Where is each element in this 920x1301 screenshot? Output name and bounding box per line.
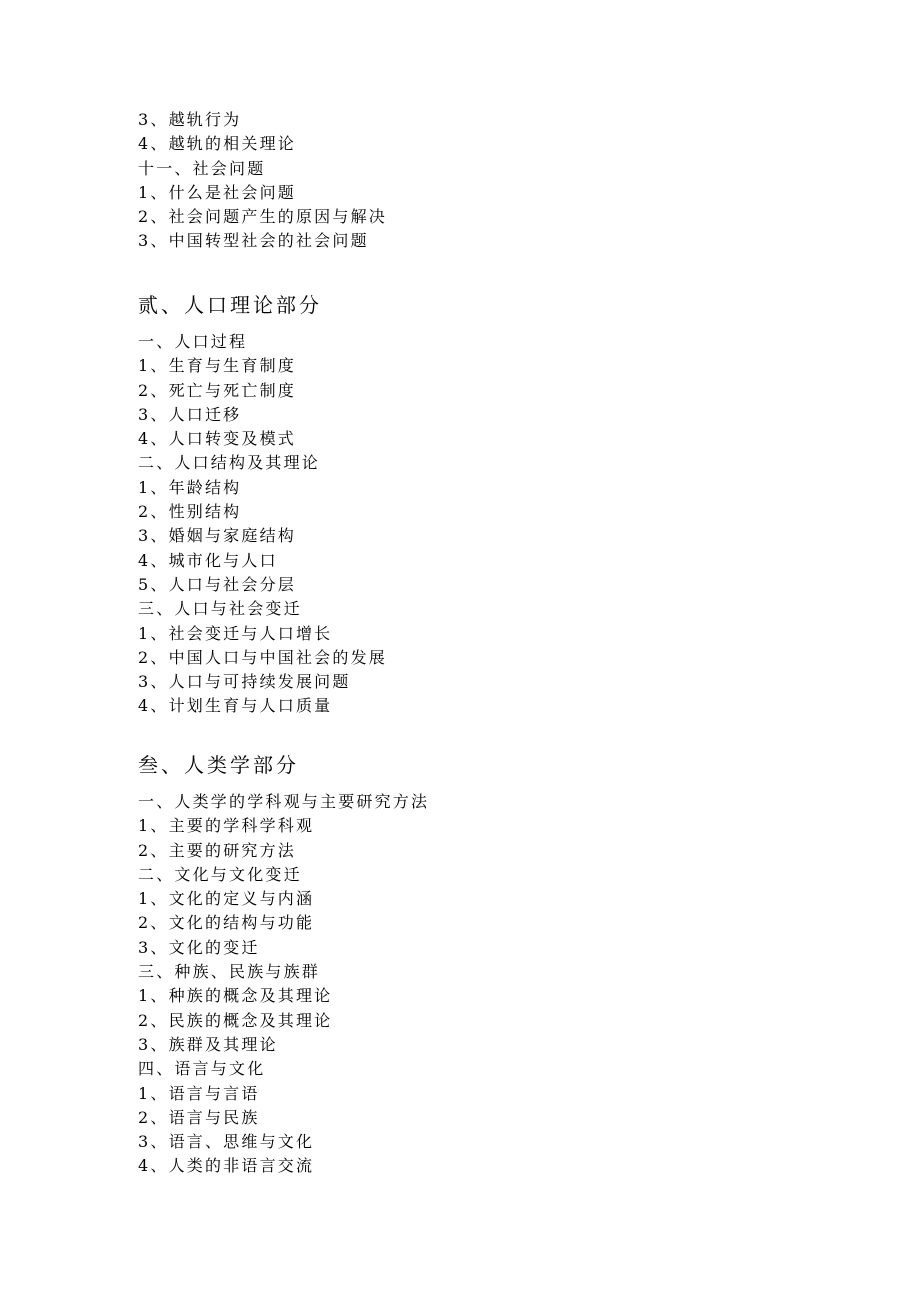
outline-line: 2、语言与民族 — [138, 1107, 260, 1127]
outline-heading: 三、人口与社会变迁 — [138, 599, 302, 619]
outline-line: 1、社会变迁与人口增长 — [138, 623, 333, 643]
outline-line: 1、年龄结构 — [138, 477, 242, 497]
outline-line: 4、人类的非语言交流 — [138, 1156, 315, 1176]
outline-line: 1、主要的学科学科观 — [138, 816, 315, 836]
outline-line: 3、族群及其理论 — [138, 1034, 278, 1054]
outline-line: 4、越轨的相关理论 — [138, 134, 296, 154]
outline-line: 5、人口与社会分层 — [138, 574, 296, 594]
outline-line: 1、什么是社会问题 — [138, 182, 296, 202]
outline-line: 2、性别结构 — [138, 502, 242, 522]
outline-line: 4、计划生育与人口质量 — [138, 696, 333, 716]
outline-line: 1、生育与生育制度 — [138, 356, 296, 376]
outline-line: 2、主要的研究方法 — [138, 840, 296, 860]
outline-line: 4、城市化与人口 — [138, 550, 278, 570]
outline-heading: 一、人类学的学科观与主要研究方法 — [138, 792, 430, 811]
section-title-anthropology: 叁、人类学部分 — [138, 753, 299, 777]
outline-line: 2、中国人口与中国社会的发展 — [138, 647, 387, 667]
outline-line: 3、人口与可持续发展问题 — [138, 672, 351, 692]
outline-line: 2、死亡与死亡制度 — [138, 380, 296, 400]
outline-line: 3、文化的变迁 — [138, 937, 260, 957]
outline-block-population — [138, 330, 387, 719]
outline-line: 3、语言、思维与文化 — [138, 1132, 315, 1152]
section-title-population: 贰、人口理论部分 — [138, 293, 322, 317]
outline-heading: 三、种族、民族与族群 — [138, 962, 321, 982]
outline-line: 1、文化的定义与内涵 — [138, 889, 315, 909]
outline-block-social-issues — [138, 108, 387, 254]
outline-heading: 四、语言与文化 — [138, 1059, 266, 1079]
outline-line: 3、越轨行为 — [138, 110, 242, 129]
outline-heading: 二、文化与文化变迁 — [138, 864, 302, 884]
outline-line: 3、中国转型社会的社会问题 — [138, 231, 369, 251]
outline-line: 3、人口迁移 — [138, 404, 242, 424]
outline-heading: 二、人口结构及其理论 — [138, 453, 321, 473]
outline-line: 3、婚姻与家庭结构 — [138, 526, 296, 546]
outline-line: 1、种族的概念及其理论 — [138, 986, 333, 1006]
outline-line: 2、民族的概念及其理论 — [138, 1010, 333, 1030]
outline-line: 1、语言与言语 — [138, 1083, 260, 1103]
outline-heading: 一、人口过程 — [138, 332, 248, 351]
outline-line: 2、文化的结构与功能 — [138, 913, 315, 933]
outline-block-anthropology — [138, 790, 429, 1179]
outline-line: 2、社会问题产生的原因与解决 — [138, 207, 387, 227]
outline-heading: 十一、社会问题 — [138, 158, 266, 178]
outline-line: 4、人口转变及模式 — [138, 429, 296, 449]
